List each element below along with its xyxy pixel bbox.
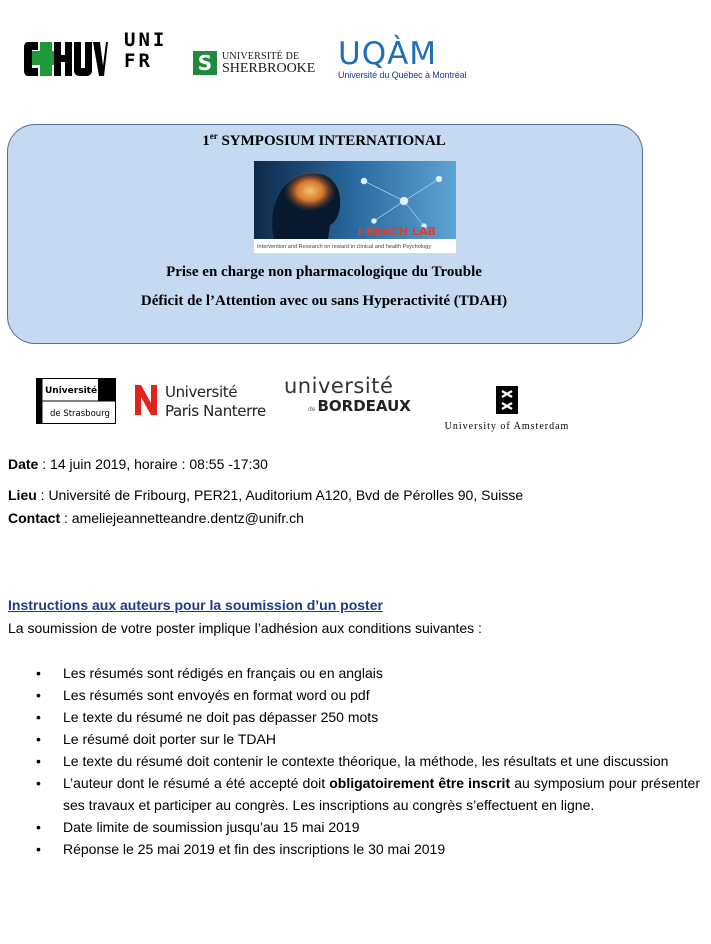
unifr-line2: FR <box>124 50 153 72</box>
symposium-title: 1er SYMPOSIUM INTERNATIONAL <box>202 131 446 149</box>
sherbrooke-line2: SHERBROOKE <box>222 61 316 76</box>
strasbourg-line2: de Strasbourg <box>50 409 110 419</box>
uqam-name: UQÀM <box>338 36 438 72</box>
sherbrooke-line1: UNIVERSITÉ DE <box>222 51 300 62</box>
event-date: Date : 14 juin 2019, horaire : 08:55 -17:30 <box>8 456 268 472</box>
sherbrooke-mark: S <box>193 51 217 75</box>
list-item: • Le texte du résumé ne doit pas dépasser 250 mots <box>36 709 379 725</box>
instructions-list <box>36 662 700 860</box>
bordeaux-line2: BORDEAUX <box>317 397 411 415</box>
bordeaux-logo <box>284 374 411 418</box>
lab-tagline: Intervention and Research on reward in clinical and health Psychology <box>257 244 432 250</box>
instructions-title: Instructions aux auteurs pour la soumission d’un poster <box>8 597 383 613</box>
list-item: • Les résumés sont rédigés en français ou en anglais <box>36 665 383 681</box>
lab-name: i-REACH LAB <box>358 225 436 238</box>
amsterdam-logo <box>428 386 586 432</box>
list-item: • L’auteur dont le résumé a été accepté doit obligatoirement être inscrit au symposium pour présenter ses travaux et participer au congrès. Les inscriptions au congrès s’effectuent en ligne. <box>36 775 700 813</box>
ireach-lab-image <box>254 161 456 253</box>
unifr-line1: UNI <box>124 29 168 51</box>
list-item: • Le texte du résumé doit contenir le contexte théorique, la méthode, les résultats et une discussion <box>36 753 669 769</box>
strasbourg-line1: Université <box>45 386 98 396</box>
amsterdam-name: University of Amsterdam <box>444 421 570 432</box>
symposium-subtitle-line1: Prise en charge non pharmacologique du Trouble <box>166 264 482 280</box>
nanterre-n-icon <box>133 383 159 417</box>
nanterre-line1: Université <box>165 383 238 401</box>
list-item: • Les résumés sont envoyés en format word ou pdf <box>36 687 370 703</box>
instructions-intro: La soumission de votre poster implique l’adhésion aux conditions suivantes : <box>8 620 482 636</box>
nanterre-line2: Paris Nanterre <box>165 402 266 420</box>
uqam-logo <box>338 38 466 80</box>
symposium-subtitle-line2: Déficit de l’Attention avec ou sans Hyperactivité (TDAH) <box>140 293 508 309</box>
sherbrooke-logo <box>193 51 315 75</box>
event-contact: Contact : ameliejeannetteandre.dentz@unifr.ch <box>8 510 304 526</box>
amsterdam-crest-icon <box>492 386 522 414</box>
unifr-logo <box>124 30 167 72</box>
chuv-logo <box>24 36 108 82</box>
list-item: • Date limite de soumission jusqu’au 15 mai 2019 <box>36 819 360 835</box>
nanterre-logo <box>133 383 266 421</box>
uqam-subtitle: Université du Québec à Montréal <box>338 70 467 80</box>
event-location: Lieu : Université de Fribourg, PER21, Auditorium A120, Bvd de Pérolles 90, Suisse <box>8 487 524 503</box>
list-item: • Réponse le 25 mai 2019 et fin des inscriptions le 30 mai 2019 <box>36 841 446 857</box>
list-item: • Le résumé doit porter sur le TDAH <box>36 731 276 747</box>
bordeaux-line1: université <box>284 374 394 398</box>
bordeaux-prefix: de <box>308 406 316 413</box>
strasbourg-logo <box>36 378 116 424</box>
